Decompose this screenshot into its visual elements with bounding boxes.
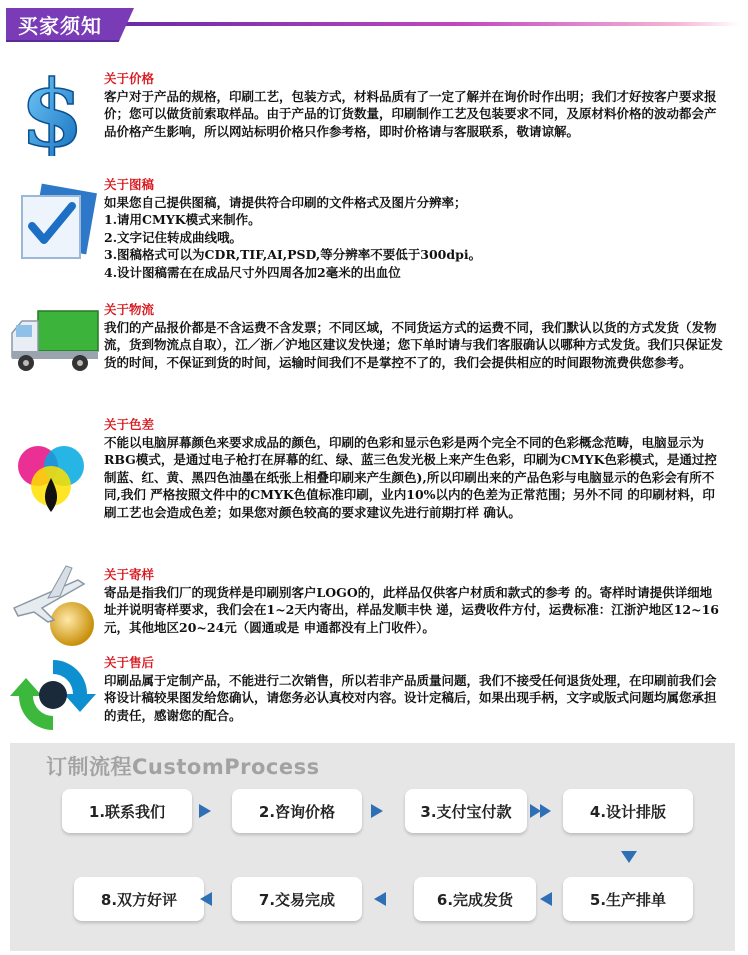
cmyk-ink-drops-icon bbox=[8, 426, 98, 516]
arrow-left-icon bbox=[374, 892, 386, 906]
header-divider bbox=[120, 22, 740, 26]
delivery-truck-icon bbox=[8, 303, 98, 393]
airplane-globe-icon bbox=[8, 558, 98, 648]
arrow-left-icon bbox=[540, 892, 552, 906]
arrow-right-icon bbox=[371, 804, 383, 818]
section-artwork-title: 关于图稿 bbox=[104, 177, 155, 192]
process-step-4: 4.设计排版 bbox=[563, 789, 693, 833]
process-step-6: 6.完成发货 bbox=[414, 877, 536, 921]
page-title: 买家须知 bbox=[18, 14, 102, 38]
section-after-sales-title: 关于售后 bbox=[104, 655, 155, 670]
circular-arrows-icon bbox=[8, 650, 98, 740]
dollar-sign-icon bbox=[8, 66, 98, 156]
section-price-body: 客户对于产品的规格，印刷工艺，包装方式，材料品质有了一定了解并在询价时作出明；我们才好按客户要求报价；您可以做货前索取样品。由于产品的订货数量，印刷制作工艺及包装要求不同，及原材料价格的波动都会产品价格产生影响，所以网站标明价格只作参考格，即时价格请与客服联系，敬请谅解。 bbox=[104, 88, 717, 139]
process-step-3: 3.支付宝付款 bbox=[405, 789, 527, 833]
arrow-down-icon bbox=[621, 851, 637, 863]
section-artwork-body: 如果您自己提供图稿，请提供符合印刷的文件格式及图片分辨率； 1.请用CMYK模式来制作。 2.文字记住转成曲线哦。 3.图稿格式可以为CDR,TIF,AI,PSD,等分辨率不要低于300dpi。 4.设计图稿需在在成品尺寸外四周各加2毫米的出血位 bbox=[104, 194, 482, 280]
process-step-7: 7.交易完成 bbox=[232, 877, 362, 921]
section-price-title: 关于价格 bbox=[104, 71, 155, 86]
process-step-1: 1.联系我们 bbox=[62, 789, 192, 833]
custom-process-panel bbox=[10, 743, 735, 951]
page-header bbox=[0, 0, 748, 48]
section-color-difference-body: 不能以电脑屏幕颜色来要求成品的颜色，印刷的色彩和显示色彩是两个完全不同的色彩概念范畴，电脑显示为RBG模式，是通过电子枪打在屏幕的红、绿、蓝三色发光极上来产生色彩，印刷为CMYK色彩模式，是通过控制蓝、红、黄、黑四色油墨在纸张上相叠印刷来产生颜色),所以印刷出来的产品色彩与电脑显示的色彩会有所不同,我们 严格按照文件中的CMYK色值标准印刷，业内10%以内的色差为正常范围；另外不同 的印刷材料，印刷工艺也会造成色差；如果您对颜色较高的要求建议先进行前期打样 确认。 bbox=[104, 434, 717, 520]
process-step-5: 5.生产排单 bbox=[563, 877, 693, 921]
double-arrow-right-icon bbox=[530, 804, 552, 818]
section-logistics-title: 关于物流 bbox=[104, 302, 155, 317]
section-samples-body: 寄品是指我们厂的现货样是印刷别客户LOGO的，此样品仅供客户材质和款式的参考 的。寄样时请提供详细地址并说明寄样要求，我们会在1~2天内寄出，样品发顺丰快 递，运费收件方付，运费标准：江浙沪地区12~16元，其他地区20~24元（圆通或是 申通都没有上门收件）。 bbox=[104, 584, 719, 635]
section-samples-title: 关于寄样 bbox=[104, 567, 155, 582]
section-after-sales-body: 印刷品属于定制产品，不能进行二次销售，所以若非产品质量问题，我们不接受任何退货处理，在印刷前我们会将设计稿较果图发给您确认，请您务必认真校对内容。设计定稿后，如果出现手柄，文字或版式问题均属您承担的责任，感谢您的配合。 bbox=[104, 672, 717, 723]
svg-text:$: $ bbox=[19, 66, 85, 156]
process-title: 订制流程CustomProcess bbox=[46, 755, 320, 779]
checklist-icon bbox=[8, 182, 98, 272]
process-step-2: 2.咨询价格 bbox=[232, 789, 362, 833]
section-logistics-body: 我们的产品报价都是不含运费不含发票；不同区域，不同货运方式的运费不同，我们默认以货的方式发货（发物流，货到物流点自取），江／浙／沪地区建议发快递；您下单时请与我们客服确认以哪种方式发货。我们只保证发货的时间，不保证到货的时间，运输时间我们不是掌控不了的，我们会提供相应的时间跟物流费供您参考。 bbox=[104, 319, 723, 370]
arrow-right-icon bbox=[199, 804, 211, 818]
process-step-8: 8.双方好评 bbox=[74, 877, 204, 921]
section-color-difference-title: 关于色差 bbox=[104, 417, 155, 432]
arrow-left-icon bbox=[200, 892, 212, 906]
